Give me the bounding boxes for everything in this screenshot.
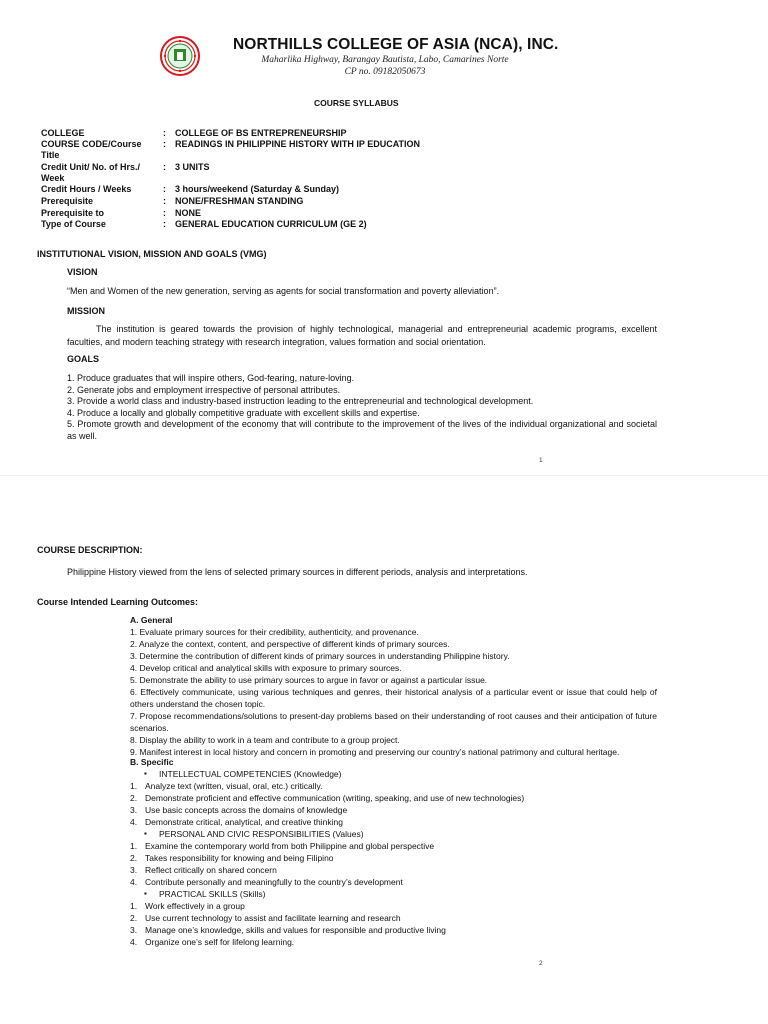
- general-outcome-item: 5. Demonstrate the ability to use primary sources to argue in favor or against a particular issue.: [130, 675, 488, 685]
- mission-heading: MISSION: [67, 306, 106, 316]
- outcome-category: [146, 889, 265, 899]
- info-value: COLLEGE OF BS ENTREPRENEURSHIP: [175, 128, 347, 138]
- course-info-row: [41, 219, 641, 241]
- specific-outcome-item: [130, 913, 650, 925]
- course-description-text: Philippine History viewed from the lens of selected primary sources in different periods, analysis and interpretations.: [67, 567, 528, 577]
- general-outcome-item: 8. Display the ability to work in a team and contribute to a group project.: [130, 735, 400, 745]
- course-info-row: [41, 162, 641, 184]
- item-text: Reflect critically on shared concern: [145, 865, 277, 875]
- specific-outcome-item: [130, 817, 650, 829]
- page-number: 1: [539, 457, 543, 464]
- info-value: 3 hours/weekend (Saturday & Sunday): [175, 184, 340, 194]
- item-number: 4.: [130, 817, 138, 827]
- info-value: NONE: [175, 208, 202, 218]
- item-number: 1.: [130, 781, 138, 791]
- info-colon: :: [163, 162, 166, 172]
- info-label-continued: Week: [41, 173, 65, 183]
- info-label: COURSE CODE/Course: [41, 139, 142, 149]
- item-text: Use basic concepts across the domains of knowledge: [145, 805, 348, 815]
- item-number: 1.: [130, 841, 138, 851]
- vmg-heading: INSTITUTIONAL VISION, MISSION AND GOALS (VMG): [37, 249, 267, 259]
- info-label: Prerequisite: [41, 196, 94, 206]
- goal-item: 4. Produce a locally and globally competitive graduate with excellent skills and expertise.: [67, 407, 420, 418]
- document-title: COURSE SYLLABUS: [314, 98, 399, 108]
- item-number: 3.: [130, 925, 138, 935]
- general-outcome-item: 4. Develop critical and analytical skills with exposure to primary sources.: [130, 663, 402, 673]
- general-outcome-item: 6. Effectively communicate, using various techniques and genres, their historical analysis of a particular event or issue that could help of others understand the chosen topic.: [130, 687, 657, 709]
- info-value: GENERAL EDUCATION CURRICULUM (GE 2): [175, 219, 367, 229]
- info-colon: :: [163, 128, 166, 138]
- info-label: Type of Course: [41, 219, 106, 229]
- course-info-row: [41, 139, 641, 161]
- goal-item: 3. Provide a world class and industry-based instruction leading to the entrepreneurial and technological development.: [67, 396, 534, 406]
- item-text: Examine the contemporary world from both Philippine and global perspective: [145, 841, 435, 851]
- item-text: Takes responsibility for knowing and being Filipino: [145, 853, 334, 863]
- item-number: 2.: [130, 853, 138, 863]
- item-text: Work effectively in a group: [145, 901, 245, 911]
- specific-outcome-item: [130, 925, 650, 937]
- college-name: NORTHILLS COLLEGE OF ASIA (NCA), INC.: [233, 36, 559, 53]
- info-label: Credit Hours / Weeks: [41, 184, 132, 194]
- outcome-category-title: PERSONAL AND CIVIC RESPONSIBILITIES (Values): [159, 829, 364, 839]
- item-text: Use current technology to assist and facilitate learning and research: [145, 913, 401, 923]
- general-outcome-item: 7. Propose recommendations/solutions to present-day problems based on their understanding of root causes and their anticipation of future scenarios.: [130, 711, 657, 733]
- item-text: Demonstrate proficient and effective communication (writing, speaking, and use of new technologies): [145, 793, 525, 803]
- item-text: Manage one’s knowledge, skills and values for responsible and productive living: [145, 925, 446, 935]
- general-outcomes-heading: A. General: [130, 615, 173, 625]
- specific-outcome-item: [130, 841, 650, 853]
- item-number: 2.: [130, 913, 138, 923]
- item-text: Demonstrate critical, analytical, and creative thinking: [145, 817, 343, 827]
- vision-text: “Men and Women of the new generation, serving as agents for social transformation and poverty alleviation”.: [67, 286, 500, 296]
- general-outcome-item: 9. Manifest interest in local history and concern in promoting and preserving our country’s national patrimony and cultural heritage.: [130, 747, 620, 757]
- info-colon: :: [163, 196, 166, 206]
- item-number: 4.: [130, 937, 138, 947]
- college-address: Maharlika Highway, Barangay Bautista, Labo, Camarines Norte: [261, 55, 509, 65]
- item-text: Contribute personally and meaningfully to the country’s development: [145, 877, 403, 887]
- info-value: READINGS IN PHILIPPINE HISTORY WITH IP EDUCATION: [175, 139, 421, 149]
- info-value: NONE/FRESHMAN STANDING: [175, 196, 304, 206]
- info-label: COLLEGE: [41, 128, 85, 138]
- info-value: 3 UNITS: [175, 162, 210, 172]
- specific-outcome-item: [130, 793, 650, 805]
- specific-outcome-item: [130, 877, 650, 889]
- info-colon: :: [163, 208, 166, 218]
- goals-heading: GOALS: [67, 354, 100, 364]
- college-seal-logo: [160, 36, 200, 76]
- general-outcome-item: 3. Determine the contribution of different kinds of primary sources in understanding Philippine history.: [130, 651, 510, 661]
- vision-heading: VISION: [67, 267, 98, 277]
- outcome-category: [146, 829, 364, 839]
- item-number: 2.: [130, 793, 138, 803]
- goal-item: 5. Promote growth and development of the economy that will contribute to the improvement of the lives of the individual organizational and societal as well.: [67, 419, 657, 441]
- specific-outcome-item: [130, 901, 650, 913]
- item-number: 3.: [130, 805, 138, 815]
- goals-list: [67, 373, 657, 442]
- goal-item: 2. Generate jobs and employment irrespective of personal attributes.: [67, 384, 341, 395]
- specific-outcome-item: [130, 853, 650, 865]
- item-number: 3.: [130, 865, 138, 875]
- mission-text: The institution is geared towards the provision of highly technological, managerial and entrepreneurial academic programs, excellent faculties, and modern teaching strategy with research integration, values formation and social orientation.: [67, 324, 657, 347]
- specific-outcome-item: [130, 781, 650, 793]
- info-colon: :: [163, 184, 166, 194]
- specific-outcome-item: [130, 865, 650, 877]
- item-text: Organize one’s self for lifelong learning.: [145, 937, 295, 947]
- info-label: Prerequisite to: [41, 208, 105, 218]
- goal-item: 1. Produce graduates that will inspire others, God-fearing, nature-loving.: [67, 373, 355, 383]
- outcome-category-title: PRACTICAL SKILLS (Skills): [159, 889, 266, 899]
- learning-outcomes-heading: Course Intended Learning Outcomes:: [37, 597, 199, 607]
- page-number: 2: [539, 960, 543, 967]
- item-number: 1.: [130, 901, 138, 911]
- info-colon: :: [163, 219, 166, 229]
- specific-outcome-item: [130, 937, 650, 949]
- general-outcome-item: 2. Analyze the context, content, and perspective of different kinds of primary sources.: [130, 639, 450, 649]
- syllabus-page-2: [0, 476, 768, 1024]
- course-description-heading: COURSE DESCRIPTION:: [37, 545, 143, 555]
- syllabus-page-1: [0, 0, 768, 475]
- general-outcome-item: 1. Evaluate primary sources for their credibility, authenticity, and provenance.: [130, 627, 419, 637]
- outcome-category-title: INTELLECTUAL COMPETENCIES (Knowledge): [159, 769, 342, 779]
- item-number: 4.: [130, 877, 138, 887]
- item-text: Analyze text (written, visual, oral, etc.) critically.: [145, 781, 323, 791]
- specific-outcome-item: [130, 805, 650, 817]
- info-colon: :: [163, 139, 166, 149]
- college-contact: CP no. 09182050673: [344, 67, 426, 77]
- info-label-continued: Title: [41, 150, 60, 160]
- outcome-category: [146, 769, 342, 779]
- info-label: Credit Unit/ No. of Hrs./: [41, 162, 140, 172]
- specific-outcomes-heading: B. Specific: [130, 757, 174, 767]
